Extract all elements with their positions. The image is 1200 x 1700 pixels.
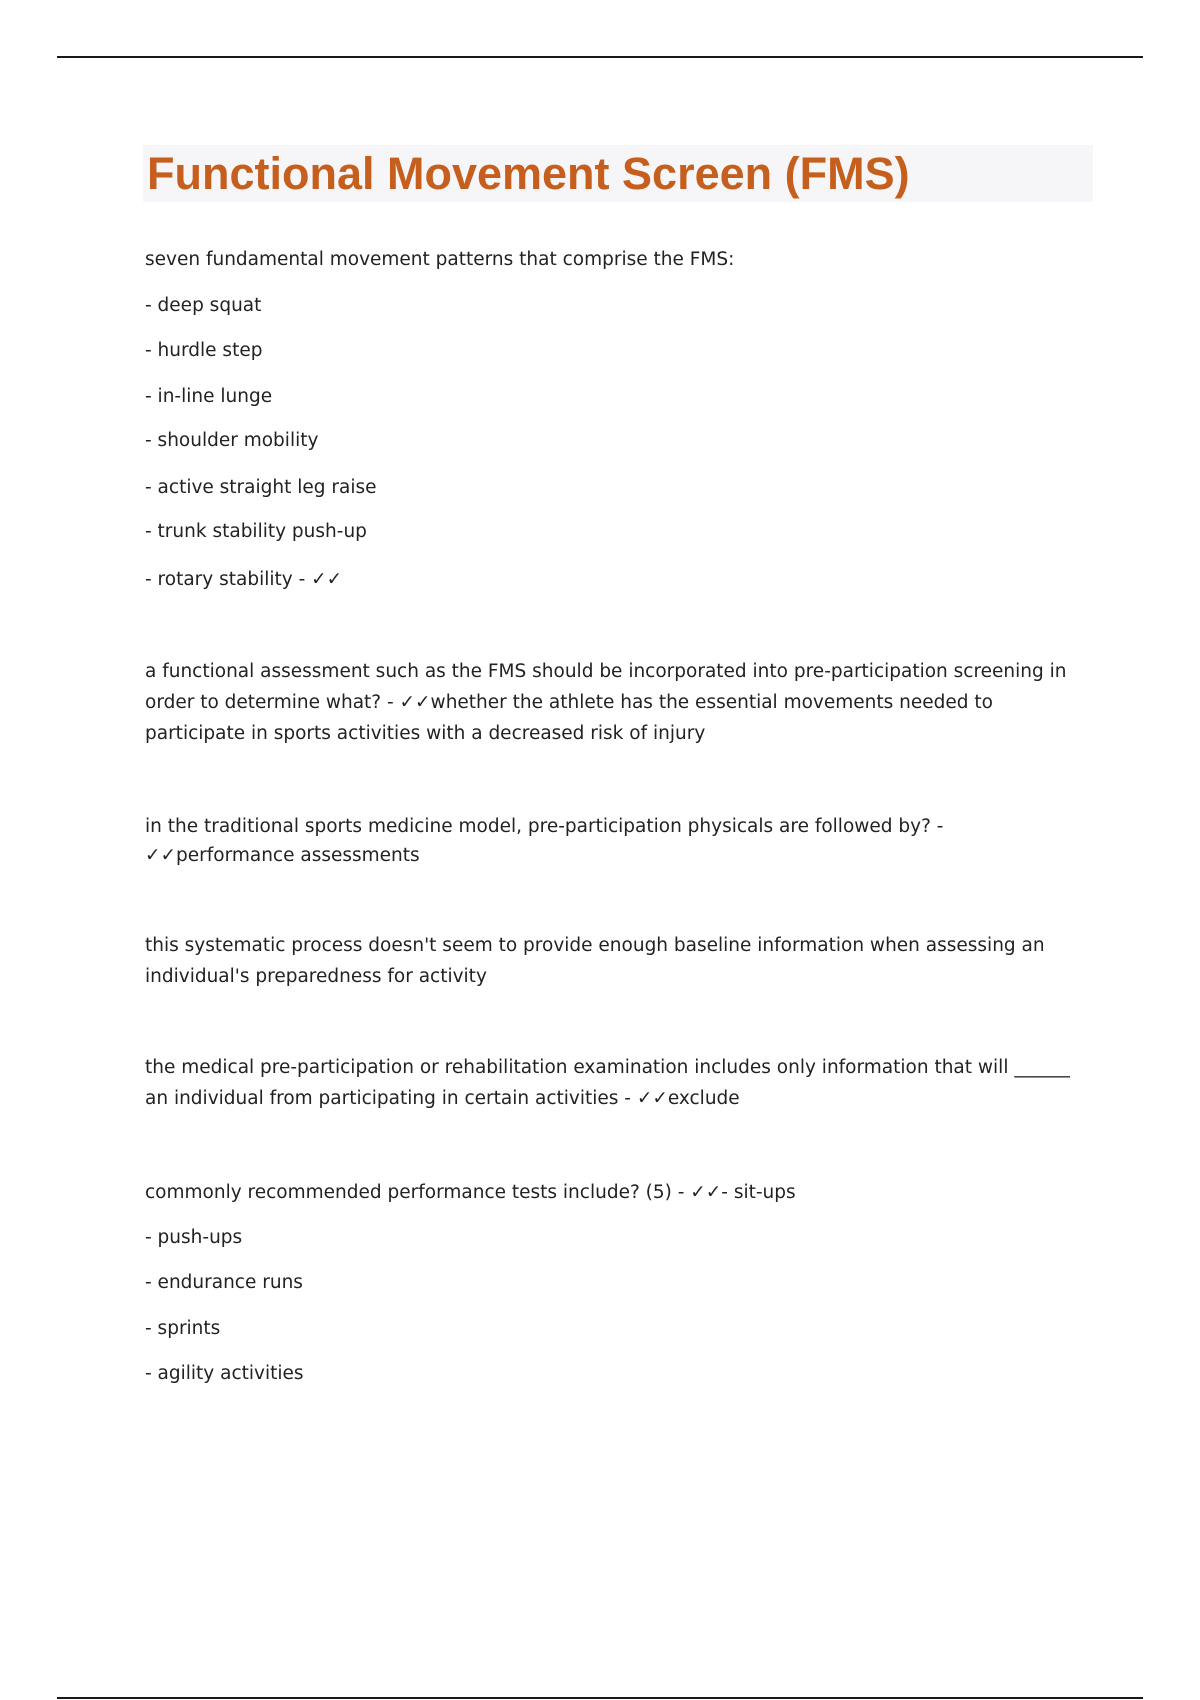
bottom-rule [57,1697,1143,1699]
performance-tests-intro: commonly recommended performance tests include? (5) - ✓✓- sit-ups [145,1182,796,1203]
list-item: - in-line lunge [145,386,273,407]
list-item: - endurance runs [145,1272,303,1293]
list-item: - trunk stability push-up [145,521,367,542]
question-functional-assessment: a functional assessment such as the FMS should be incorporated into pre-participation screening in order to determine what? - ✓✓whether the athlete has the essential movements needed to participate in sports activities with a decreased risk of injury [145,661,1067,744]
list-item: - shoulder mobility [145,430,319,451]
statement-systematic-process: this systematic process doesn't seem to provide enough baseline information when assessing an individual's preparedness for activity [145,935,1045,987]
fms-patterns-intro: seven fundamental movement patterns that comprise the FMS: [145,249,735,270]
list-item: - sprints [145,1318,221,1339]
page-title: Functional Movement Screen (FMS) [147,148,910,199]
top-rule [57,56,1143,58]
list-item: - rotary stability - ✓✓ [145,569,343,590]
question-medical-examination: the medical pre-participation or rehabilitation examination includes only information that will ______ an individual from participating in certain activities - ✓✓exclude [145,1057,1070,1109]
list-item: - push-ups [145,1227,243,1248]
question-traditional-model: in the traditional sports medicine model, pre-participation physicals are followed by? - ✓✓performance assessments [145,816,944,866]
list-item: - active straight leg raise [145,477,377,498]
list-item: - agility activities [145,1363,304,1384]
list-item: - hurdle step [145,340,263,361]
list-item: - deep squat [145,295,262,316]
